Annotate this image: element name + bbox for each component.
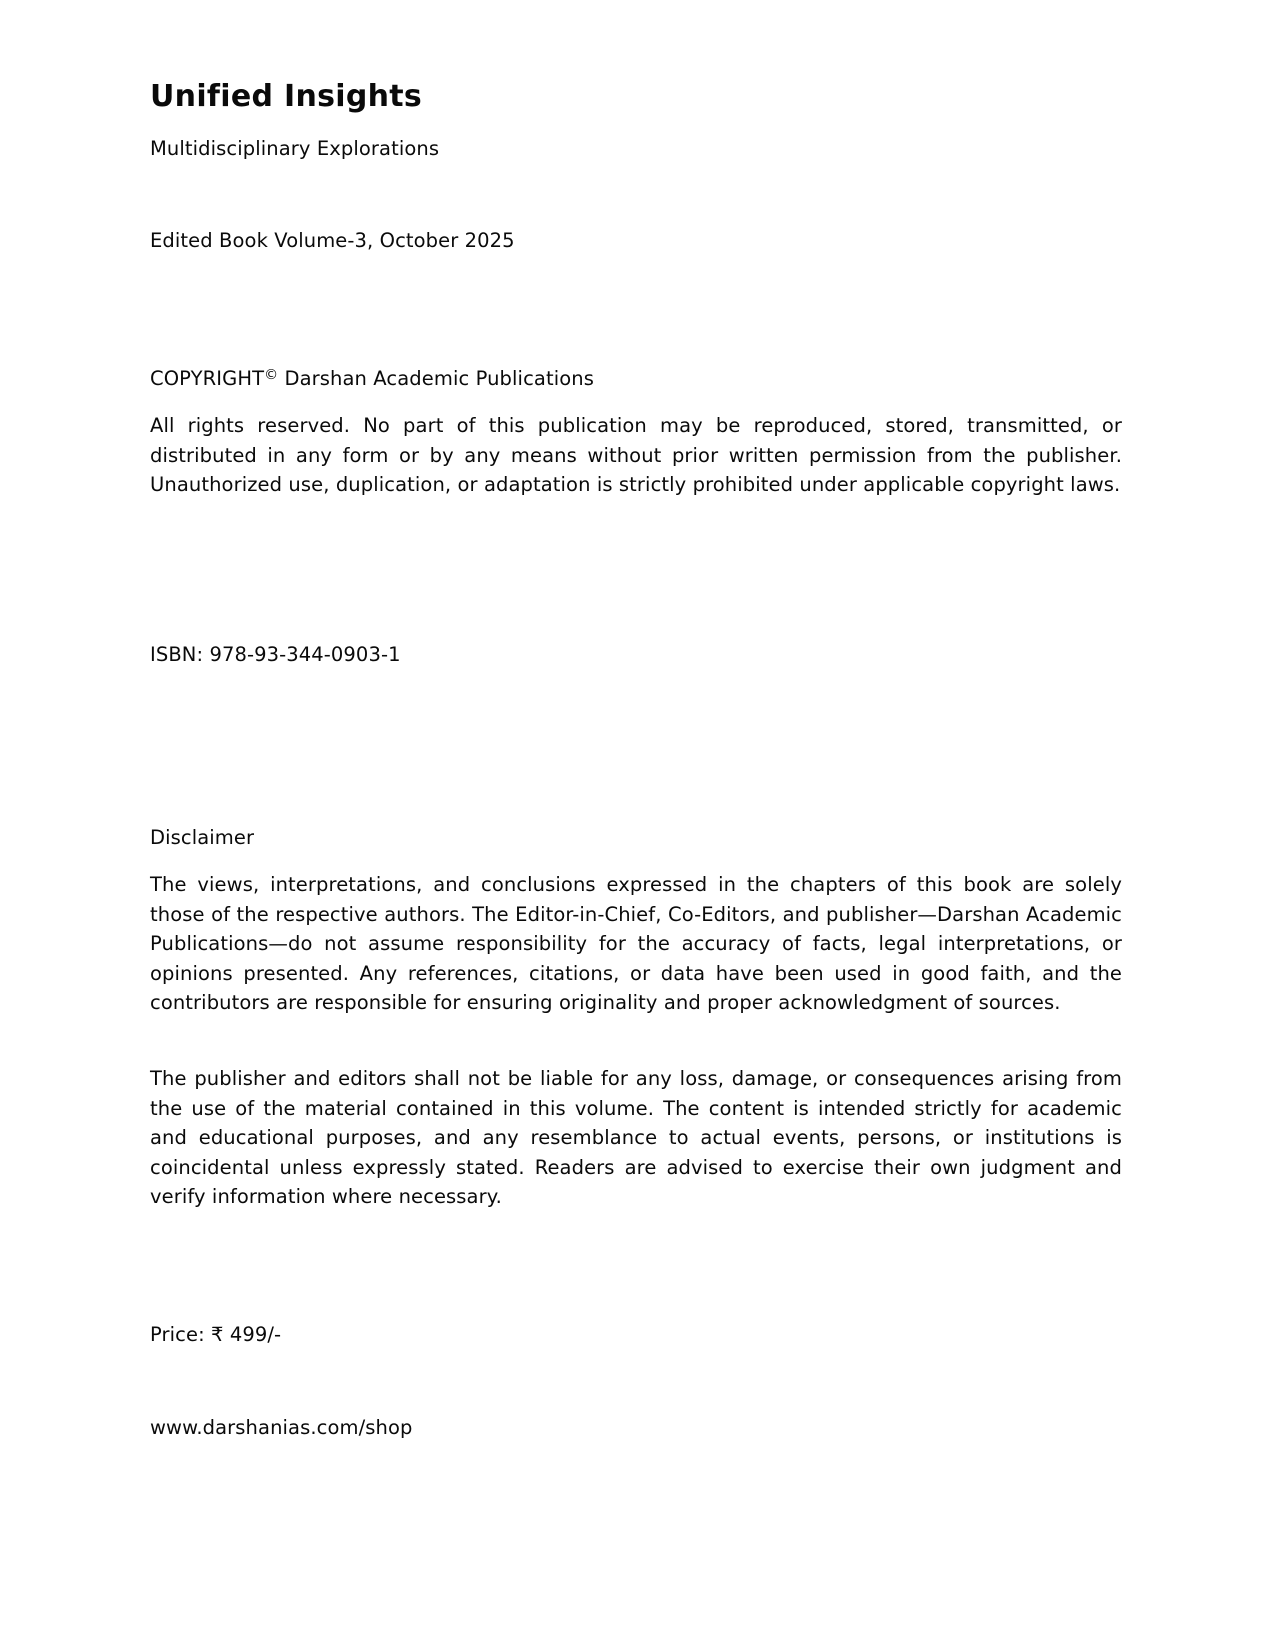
disclaimer-paragraph: The views, interpretations, and conclusions expressed in the chapters of this book are solely those of the respective authors. The Editor-in-Chief, Co-Editors, and publisher—Darshan Academic Publications—do not assume responsibility for the accuracy of facts, legal interpretations, or opinions presented. Any references, citations, or data have been used in good faith, and the contributors are responsible for ensuring originality and proper acknowledgment of sources. (150, 873, 1122, 1014)
copyright-symbol-icon: © (264, 367, 279, 383)
rights-notice: All rights reserved. No part of this publication may be reproduced, stored, transmitted, or distributed in any form or by any means without prior written permission from the publisher. Unauthorized use, duplication, or adaptation is strictly prohibited under applicable copyright laws. (150, 414, 1122, 496)
book-subtitle: Multidisciplinary Explorations (150, 137, 440, 160)
disclaimer-heading: Disclaimer (150, 826, 255, 849)
website-line (150, 1413, 1122, 1443)
isbn: ISBN: 978-93-344-0903-1 (150, 643, 401, 666)
book-title: Unified Insights (150, 79, 423, 114)
copyright-holder: Darshan Academic Publications (278, 367, 594, 390)
website-link[interactable]: www.darshanias.com/shop (150, 1416, 413, 1439)
copyright-line (150, 364, 1122, 394)
disclaimer-paragraph: The publisher and editors shall not be liable for any loss, damage, or consequences arising from the use of the material contained in this volume. The content is intended strictly for academic and educational purposes, and any resemblance to actual events, persons, or institutions is coincidental unless expressly stated. Readers are advised to exercise their own judgment and verify information where necessary. (150, 1067, 1122, 1208)
copyright-label: COPYRIGHT (150, 367, 265, 390)
price: Price: ₹ 499/- (150, 1323, 282, 1346)
edition-info: Edited Book Volume-3, October 2025 (150, 229, 515, 252)
